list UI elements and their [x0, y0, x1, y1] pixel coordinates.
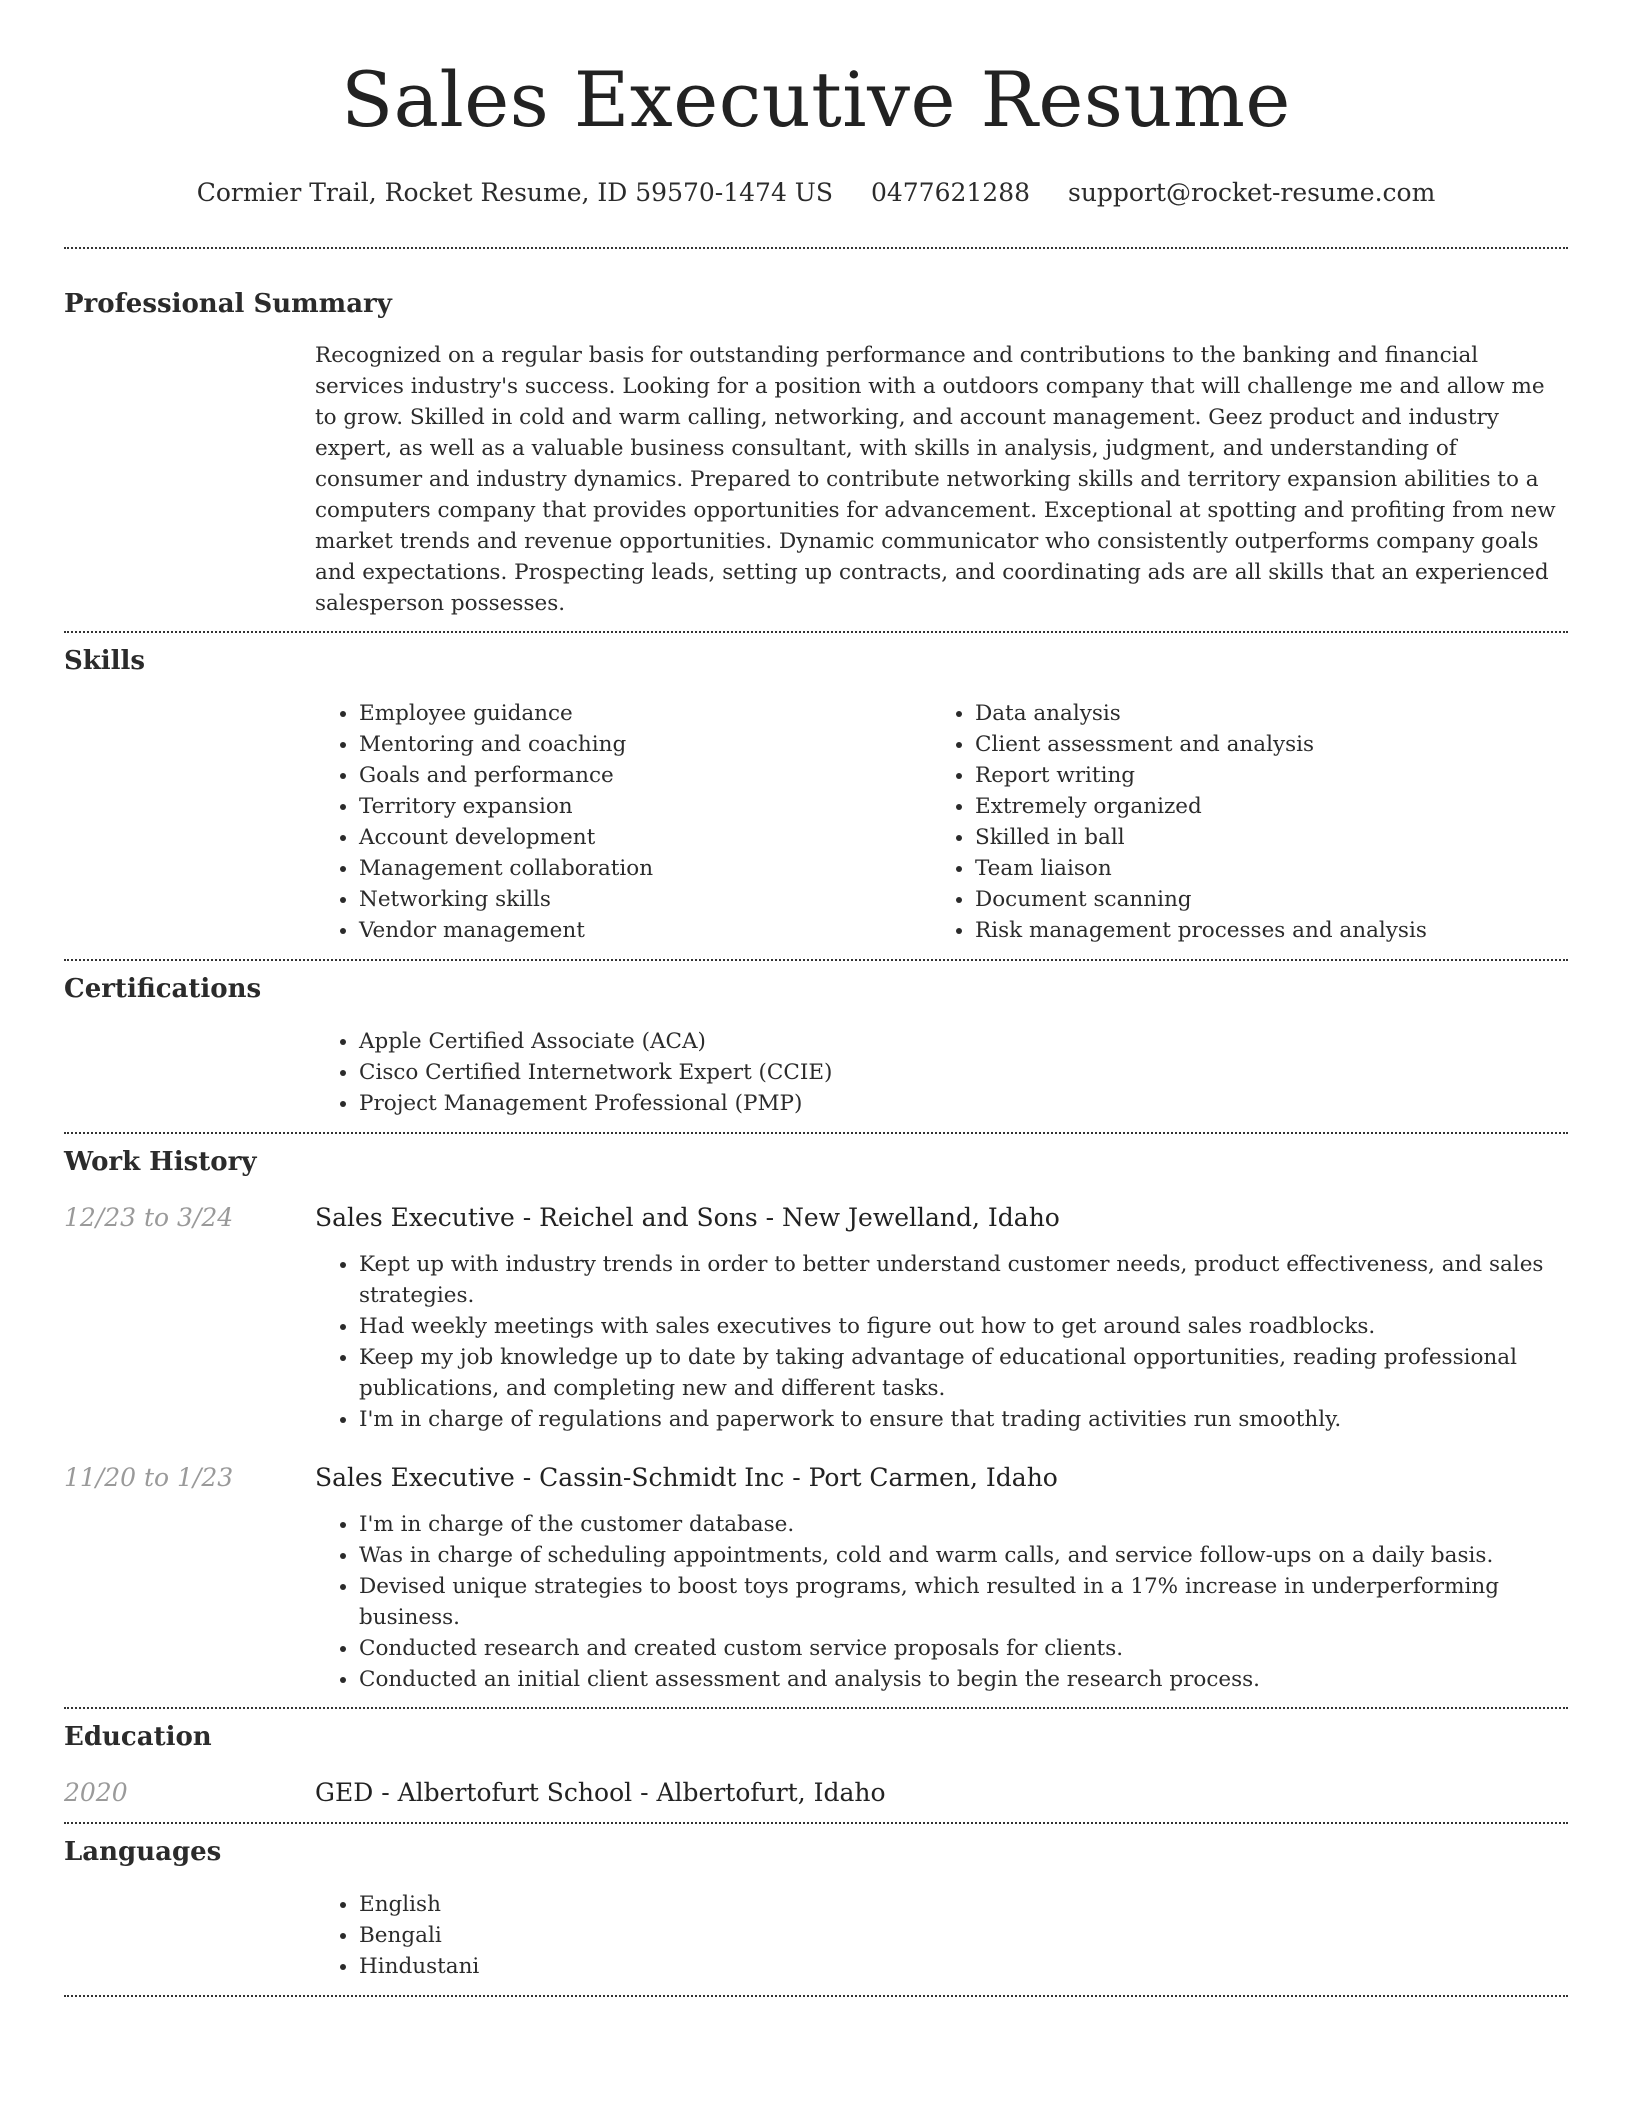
list-item: • Goals and performance [359, 760, 931, 791]
list-item: • Bengali [359, 1920, 1568, 1951]
contact-line [64, 176, 1568, 210]
education-heading: Education [64, 1722, 212, 1752]
list-item: • Data analysis [975, 698, 1547, 729]
education-year: 2020 [64, 1778, 128, 1807]
job-dates: 11/20 to 1/23 [64, 1463, 234, 1492]
section-divider [64, 1995, 1568, 1997]
list-item: • Extremely organized [975, 791, 1547, 822]
job-entry [64, 1461, 1568, 1695]
skills-list-right [931, 698, 1547, 946]
list-item: • Territory expansion [359, 791, 931, 822]
contact-phone: 0477621288 [870, 178, 1031, 207]
contact-email[interactable]: support@rocket-resume.com [1067, 178, 1436, 207]
job-dates: 12/23 to 3/24 [64, 1203, 234, 1232]
list-item: • Management collaboration [359, 853, 931, 884]
list-item: • Hindustani [359, 1951, 1568, 1982]
contact-address: Cormier Trail, Rocket Resume, ID 59570-1474 US [196, 178, 834, 207]
list-item: • Networking skills [359, 884, 931, 915]
resume-title: Sales Executive Resume [341, 55, 1291, 144]
skills-heading: Skills [64, 646, 146, 676]
summary-section [64, 249, 1568, 631]
list-item: • Client assessment and analysis [975, 729, 1547, 760]
job-title: Sales Executive - Reichel and Sons - New Jewelland, Idaho [315, 1203, 1060, 1232]
list-item: • Risk management processes and analysis [975, 915, 1547, 946]
list-item: • Devised unique strategies to boost toys programs, which resulted in a 17% increase in underperforming business. [359, 1571, 1568, 1633]
list-item: • Kept up with industry trends in order to better understand customer needs, product effectiveness, and sales strategies. [359, 1249, 1568, 1311]
summary-heading: Professional Summary [64, 289, 392, 319]
certifications-section [64, 961, 1568, 1132]
work-history-section [64, 1134, 1568, 1707]
languages-list [315, 1889, 1568, 1982]
job-bullets [315, 1509, 1568, 1695]
skills-section [64, 633, 1568, 959]
certifications-list [315, 1026, 1568, 1119]
list-item: • Document scanning [975, 884, 1547, 915]
languages-section [64, 1824, 1568, 1995]
list-item: • Skilled in ball [975, 822, 1547, 853]
list-item: • Vendor management [359, 915, 931, 946]
list-item: • Conducted research and created custom service proposals for clients. [359, 1633, 1568, 1664]
languages-heading: Languages [64, 1837, 222, 1867]
job-title: Sales Executive - Cassin-Schmidt Inc - Port Carmen, Idaho [315, 1463, 1058, 1492]
education-entry [64, 1776, 1568, 1810]
list-item: • Cisco Certified Internetwork Expert (CCIE) [359, 1057, 1568, 1088]
job-entry [64, 1201, 1568, 1435]
list-item: • I'm in charge of the customer database. [359, 1509, 1568, 1540]
list-item: • Employee guidance [359, 698, 931, 729]
list-item: • Team liaison [975, 853, 1547, 884]
list-item: • Had weekly meetings with sales executives to figure out how to get around sales roadblocks. [359, 1311, 1568, 1342]
education-section [64, 1709, 1568, 1822]
list-item: • Keep my job knowledge up to date by taking advantage of educational opportunities, reading professional publications, and completing new and different tasks. [359, 1342, 1568, 1404]
list-item: • Report writing [975, 760, 1547, 791]
education-degree: GED - Albertofurt School - Albertofurt, Idaho [315, 1778, 886, 1807]
summary-text: Recognized on a regular basis for outstanding performance and contributions to the banking and financial services industry's success. Looking for a position with a outdoors company that will challenge me and allow me to grow. Skilled in cold and warm calling, networking, and account management. Geez product and industry expert, as well as a valuable business consultant, with skills in analysis, judgment, and understanding of consumer and industry dynamics. Prepared to contribute networking skills and territory expansion abilities to a computers company that provides opportunities for advancement. Exceptional at spotting and profiting from new market trends and revenue opportunities. Dynamic communicator who consistently outperforms company goals and expectations. Prospecting leads, setting up contracts, and coordinating ads are all skills that an experienced salesperson possesses. [315, 343, 1556, 616]
list-item: • Project Management Professional (PMP) [359, 1088, 1568, 1119]
list-item: • English [359, 1889, 1568, 1920]
skills-list-left [315, 698, 931, 946]
list-item: • I'm in charge of regulations and paperwork to ensure that trading activities run smoothly. [359, 1404, 1568, 1435]
list-item: • Conducted an initial client assessment and analysis to begin the research process. [359, 1664, 1568, 1695]
list-item: • Was in charge of scheduling appointments, cold and warm calls, and service follow-ups on a daily basis. [359, 1540, 1568, 1571]
list-item: • Mentoring and coaching [359, 729, 931, 760]
list-item: • Account development [359, 822, 931, 853]
certifications-heading: Certifications [64, 974, 262, 1004]
job-bullets [315, 1249, 1568, 1435]
list-item: • Apple Certified Associate (ACA) [359, 1026, 1568, 1057]
work-history-heading: Work History [64, 1147, 257, 1177]
